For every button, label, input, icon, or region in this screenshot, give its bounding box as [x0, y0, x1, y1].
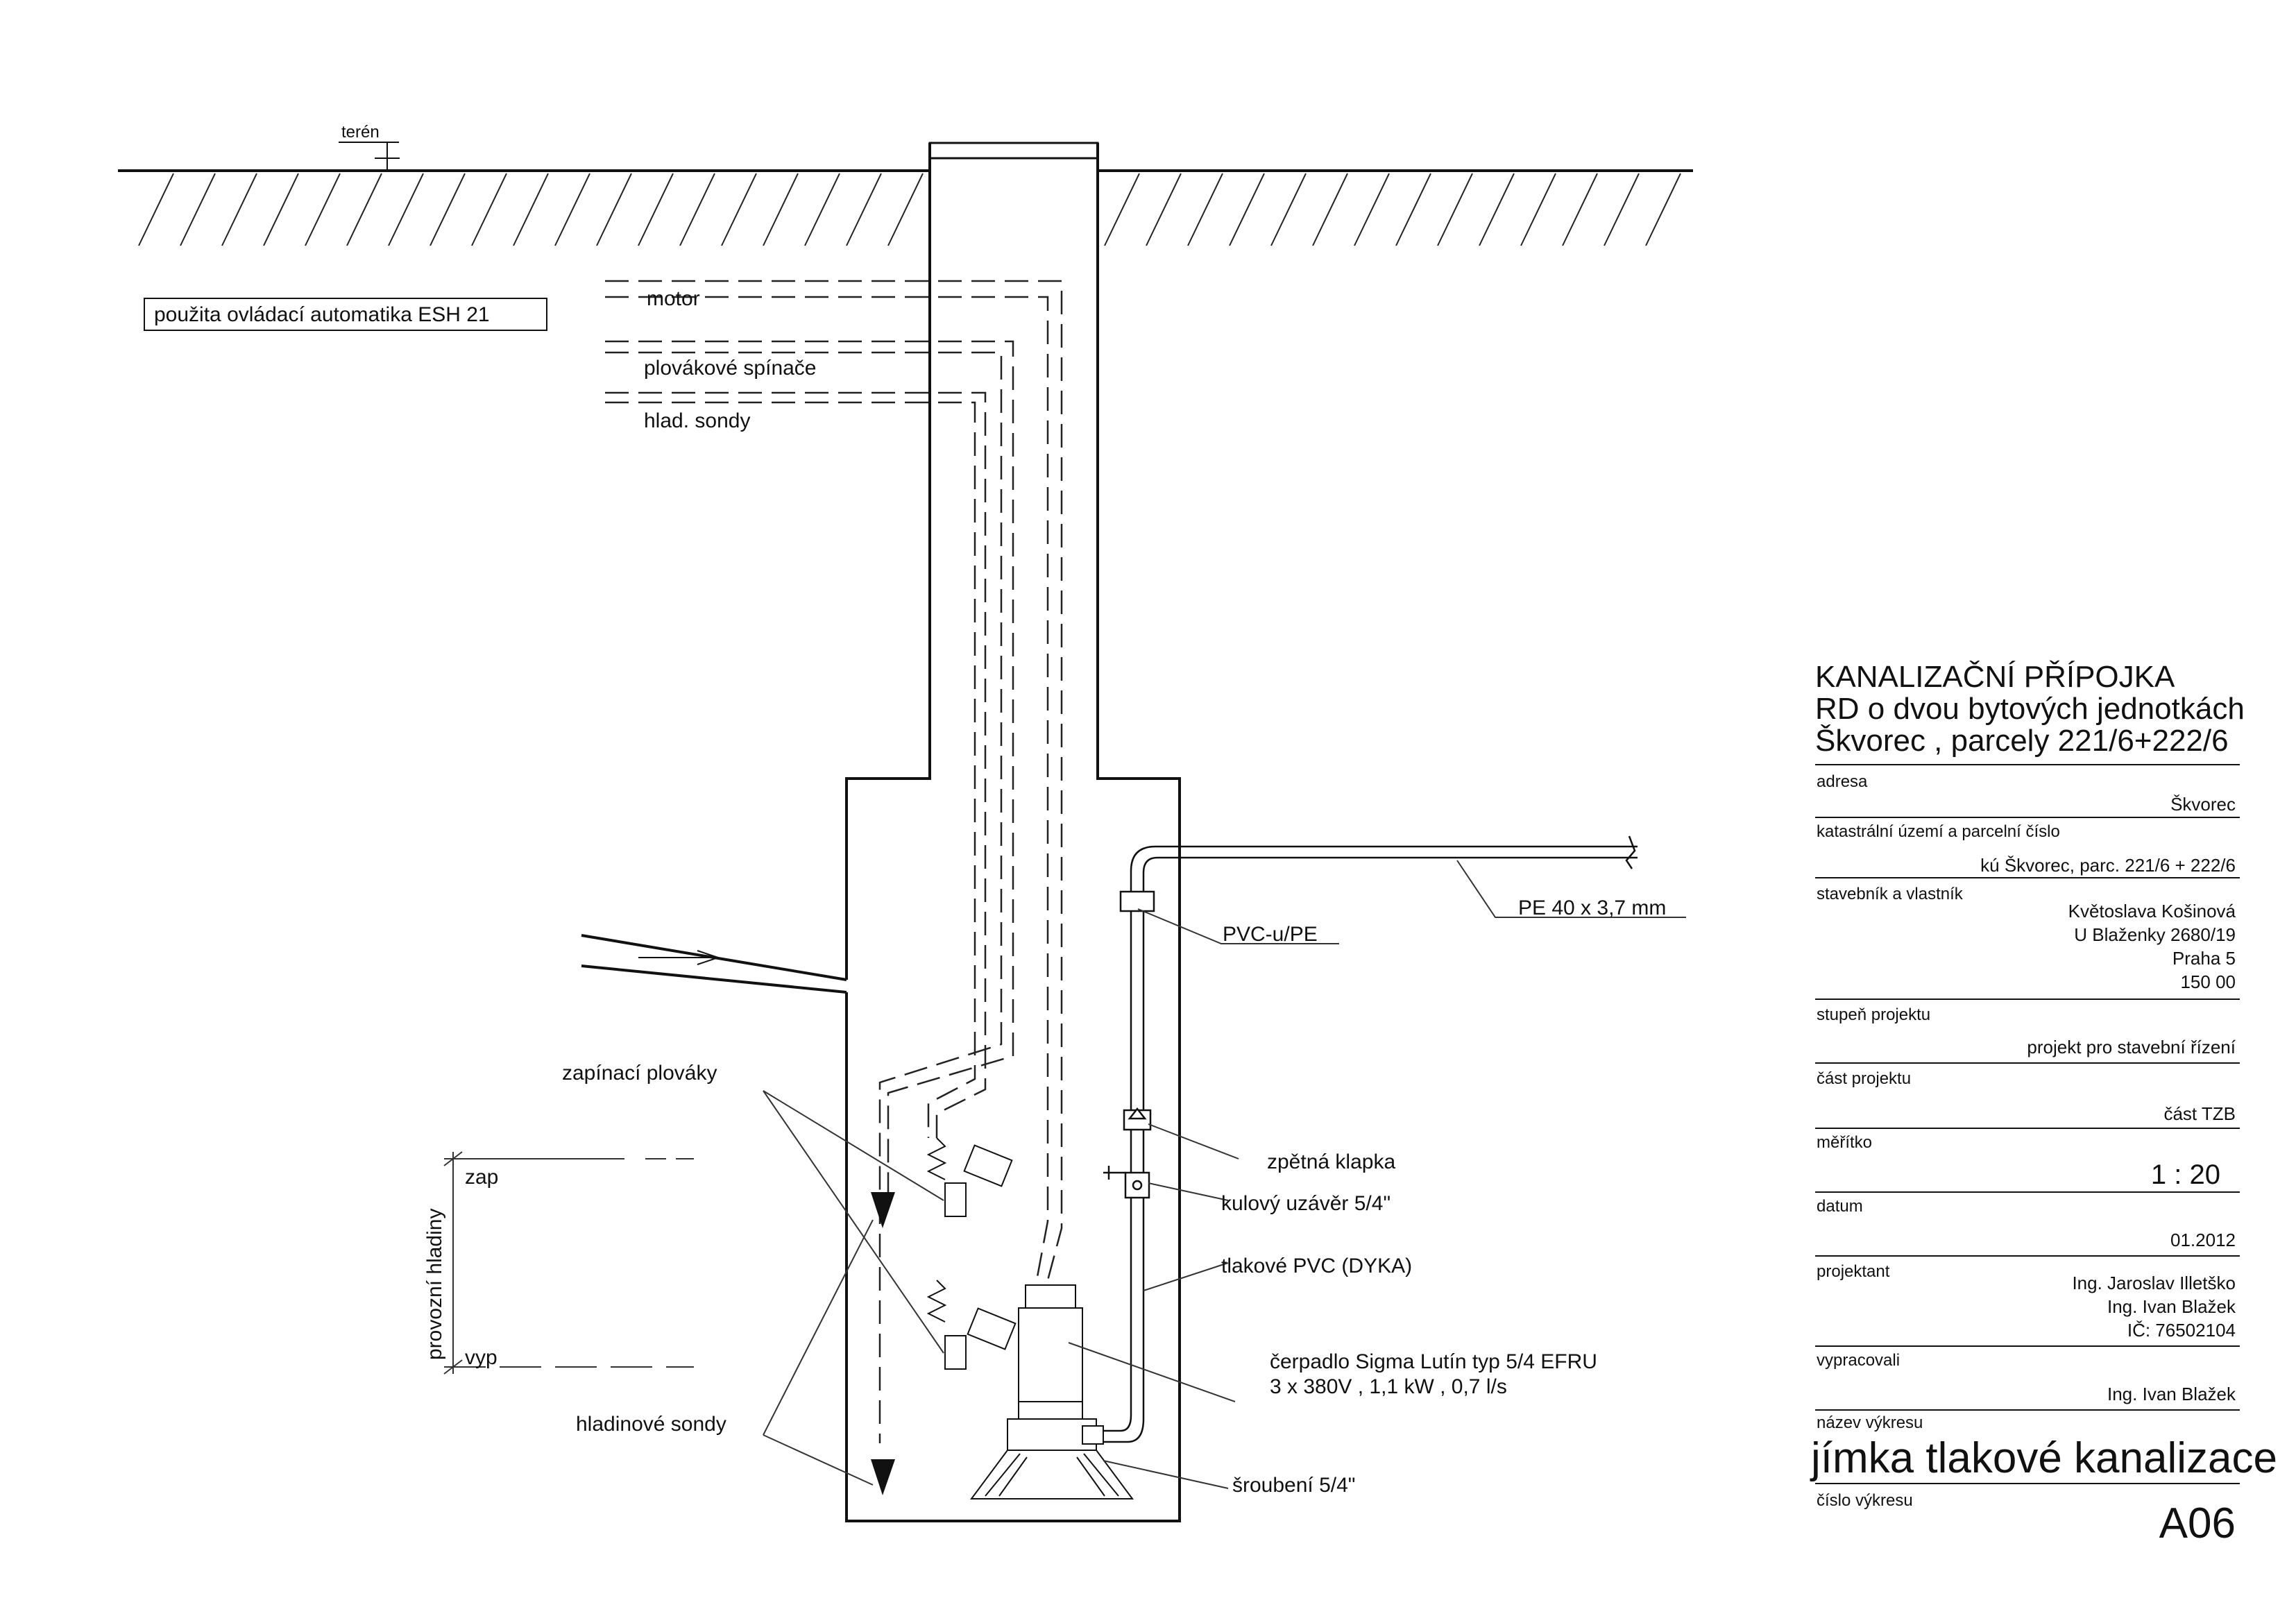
label-pump-line2: 3 x 380V , 1,1 kW , 0,7 l/s — [1270, 1375, 1507, 1398]
label-fitting: šroubení 5/4" — [1232, 1474, 1356, 1497]
label-pressure-pipe: tlakové PVC (DYKA) — [1221, 1255, 1413, 1277]
cables — [605, 281, 1062, 1443]
prepared-value: Ing. Ivan Blažek — [2107, 1384, 2236, 1404]
drawing-name-value: jímka tlakové kanalizace — [1811, 1434, 2277, 1482]
label-level-probes: hladinové sondy — [576, 1413, 726, 1436]
owner-line2: U Blaženky 2680/19 — [2074, 924, 2236, 945]
title-line3: Škvorec , parcely 221/6+222/6 — [1815, 724, 2229, 758]
date-value: 01.2012 — [2170, 1230, 2236, 1250]
date-label: datum — [1817, 1197, 1863, 1216]
address-value: Škvorec — [2170, 794, 2236, 815]
designer-line3: IČ: 76502104 — [2127, 1320, 2236, 1341]
label-check-valve: zpětná klapka — [1267, 1150, 1396, 1173]
part-value: část TZB — [2163, 1103, 2236, 1124]
stage-value: projekt pro stavební řízení — [2027, 1037, 2236, 1057]
title-line2: RD o dvou bytových jednotkách — [1815, 692, 2245, 726]
label-pipe-pe: PE 40 x 3,7 mm — [1518, 897, 1667, 919]
label-pipe-transition: PVC-u/PE — [1223, 923, 1318, 946]
drawing-no-value: A06 — [2159, 1499, 2236, 1547]
drawing-no-label: číslo výkresu — [1817, 1491, 1913, 1510]
drawing-name-label: název výkresu — [1817, 1413, 1923, 1432]
automation-note: použita ovládací automatika ESH 21 — [154, 303, 490, 326]
cable-label-motor: motor — [647, 287, 700, 310]
label-level-on: zap — [465, 1166, 499, 1189]
cadastre-value: kú Škvorec, parc. 221/6 + 222/6 — [1980, 855, 2236, 876]
scale-value: 1 : 20 — [2150, 1159, 2220, 1190]
title-block — [1810, 659, 2277, 1547]
owner-line1: Květoslava Košinová — [2068, 901, 2236, 921]
stage-label: stupeň projektu — [1817, 1005, 1931, 1024]
terrain-marker — [339, 142, 400, 171]
float-switch-lower — [928, 1280, 1015, 1369]
label-operating-levels: provozní hladiny — [423, 1208, 446, 1360]
level-probes — [871, 1192, 895, 1495]
scale-label: měřítko — [1817, 1133, 1873, 1152]
cadastre-label: katastrální území a parcelní číslo — [1817, 822, 2060, 841]
designer-label: projektant — [1817, 1262, 1890, 1281]
prepared-label: vypracovali — [1817, 1351, 1900, 1370]
designer-line2: Ing. Ivan Blažek — [2107, 1296, 2236, 1317]
ground — [118, 123, 1693, 246]
cable-label-level-probes: hlad. sondy — [644, 409, 751, 432]
owner-label: stavebník a vlastník — [1817, 885, 1963, 903]
label-float-switches-on: zapínací plováky — [562, 1062, 717, 1085]
title-line1: KANALIZAČNÍ PŘÍPOJKA — [1815, 660, 2175, 694]
part-label: část projektu — [1817, 1069, 1912, 1088]
designer-line1: Ing. Jaroslav Illetško — [2072, 1273, 2236, 1293]
ground-hatch — [139, 173, 1681, 246]
owner-line3: Praha 5 — [2172, 948, 2236, 969]
address-label: adresa — [1817, 772, 1868, 791]
float-switch-upper — [928, 1138, 1012, 1216]
label-ball-valve: kulový uzávěr 5/4" — [1221, 1192, 1391, 1215]
terrain-label: terén — [341, 123, 380, 142]
label-pump-line1: čerpadlo Sigma Lutín typ 5/4 EFRU — [1270, 1350, 1597, 1373]
label-level-off: vyp — [465, 1346, 498, 1369]
cable-label-float-switches: plovákové spínače — [644, 357, 817, 380]
owner-line4: 150 00 — [2180, 971, 2236, 992]
